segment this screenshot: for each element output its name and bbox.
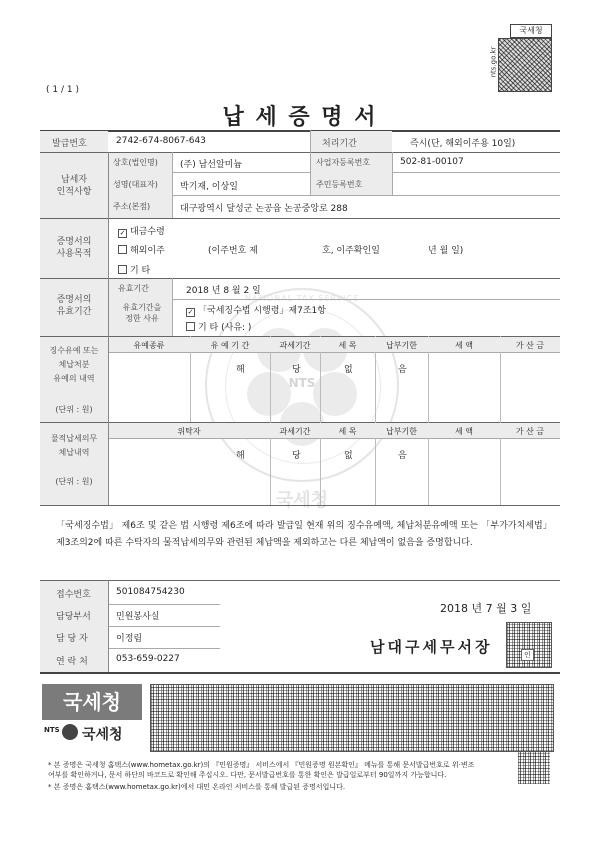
company-value: (주) 남선알미늄 [180, 160, 243, 170]
arrears-empty-2: 당 [292, 451, 301, 461]
arrears-header-trustor: 위탁자 [177, 427, 201, 436]
page-counter: ( 1 / 1 ) [46, 85, 79, 95]
purpose-other-checkbox[interactable] [118, 265, 127, 274]
watermark-emblem-text: NTS [288, 376, 316, 390]
representative-value: 박기재, 이상일 [180, 182, 238, 192]
qr-code [498, 38, 552, 92]
note-2: 여부를 확인하거나, 문서 하단의 바코드로 확인해 주십시오. 다만, 문서발급번호를 통한 확인은 발급일로부터 90일까지 가능합니다. [48, 771, 447, 779]
arrears-header-surcharge: 가 산 금 [515, 427, 545, 436]
qr-url: nts.go.kr [489, 46, 498, 78]
emigration-confirm-text: 호, 이주확인일 [322, 246, 380, 256]
nts-logo-small: 국세청 [82, 727, 123, 743]
validity-reason-statute[interactable]: ✓ 「국세징수법 시행령」제7조1항 [187, 306, 326, 316]
department-label: 담당부서 [56, 612, 91, 622]
corner-barcode [518, 752, 550, 784]
validity-reason-label: 유효기간을 정한 사유 [122, 303, 162, 323]
purpose-emigration-checkbox[interactable] [118, 245, 127, 254]
emigration-number-text: (이주번호 제 [208, 246, 258, 256]
issue-number-label: 발급번호 [52, 139, 87, 149]
watermark-korean: 국세청 [275, 490, 329, 511]
reason-other-checkbox[interactable] [186, 322, 195, 331]
watermark-ring-text: NATIONAL TAX SERVICE [244, 294, 360, 303]
resident-number-label: 주민등록번호 [316, 180, 363, 189]
arrears-empty-1: 해 [236, 451, 245, 461]
bizno-value: 502-81-00107 [400, 157, 464, 167]
phone-value: 053-659-0227 [116, 654, 180, 664]
address-value: 대구광역시 달성군 논공읍 논공중앙로 288 [180, 204, 348, 214]
official-seal: 인 [506, 622, 552, 668]
issue-date: 2018 년 7 월 3 일 [440, 602, 532, 615]
arrears-header-taxitem: 세 목 [338, 427, 357, 436]
reason-statute-checkbox[interactable]: ✓ [187, 308, 194, 316]
purpose-section-label: 증명서의 사용목적 [56, 237, 92, 259]
deferral-unit: (단위 : 원) [55, 405, 93, 414]
purpose-option-emigration[interactable]: 해외이주 [118, 243, 165, 256]
representative-label: 성명(대표자) [113, 180, 158, 189]
security-barcode [150, 684, 554, 752]
document-title: 납 세 증 명 서 [222, 105, 378, 130]
deferral-empty-2: 당 [292, 365, 301, 375]
purpose-option-other[interactable]: 기 타 [118, 263, 150, 276]
validity-section-label: 증명서의 유효기간 [56, 295, 92, 317]
deferral-header-taxperiod: 과세기간 [279, 341, 311, 350]
agency-tag: 국세청 [510, 24, 552, 38]
arrears-header-taxperiod: 과세기간 [279, 427, 311, 436]
emigration-date-text: 년 월 일) [428, 246, 464, 256]
address-label: 주소(본점) [113, 202, 151, 211]
arrears-empty-3: 없 [344, 451, 353, 461]
deferral-header-duedate: 납부기한 [386, 341, 417, 350]
processing-period-label: 처리기간 [322, 139, 357, 149]
certification-statement: 「국세징수법」 제6조 및 같은 법 시행령 제6조에 따라 발급일 현재 위의 징수유예액, 체납처분유예액 또는 「부가가치세법」 제3조의2에 따른 수탁자의 물적납세의무와 관련된 체납액을 제외하고는 다른 체납액이 없음을 증명합니다. [56, 521, 552, 548]
note-3: * 본 증명은 홈택스(www.hometax.go.kr)에서 대민 온라인 서비스를 통해 발급된 증명서입니다. [48, 783, 346, 791]
validity-reason-other[interactable]: 기 타 (사유: ) [186, 320, 251, 333]
watermark-emblem [205, 288, 399, 511]
receipt-label: 접수번호 [56, 590, 91, 600]
arrears-header-duedate: 납부기한 [386, 427, 417, 436]
bizno-label: 사업자등록번호 [316, 158, 371, 167]
deferral-empty-1: 해 [236, 365, 245, 375]
note-1: * 본 증명은 국세청 홈택스(www.hometax.go.kr)의 『민원증명』 서비스에서 『민원증명 원본확인』 메뉴를 통해 문서발급번호로 위·변조 [48, 761, 475, 769]
arrears-section-label: 물적납세의무 체납내역 [50, 434, 98, 457]
nts-logo-block [42, 684, 142, 750]
deferral-header-surcharge: 가 산 금 [515, 341, 545, 350]
deferral-header-type: 유예종류 [133, 341, 165, 350]
phone-label: 연 락 처 [56, 657, 88, 667]
nts-mark-icon [62, 724, 78, 740]
validity-period-value: 2018 년 8 월 2 일 [186, 286, 261, 296]
officer-value: 이정림 [116, 634, 143, 644]
issuing-office: 남대구세무서장 [370, 638, 493, 656]
validity-period-label: 유효기간 [118, 284, 149, 293]
arrears-empty-4: 음 [398, 451, 407, 461]
taxpayer-section-label: 납세자 인적사항 [56, 175, 92, 197]
purpose-payment-checkbox[interactable]: ✓ [119, 229, 126, 237]
deferral-empty-3: 없 [344, 365, 353, 375]
processing-period-value: 즉시(단, 해외이주용 10일) [410, 139, 516, 149]
officer-label: 담 당 자 [56, 634, 88, 644]
purpose-option-payment[interactable]: ✓ 대금수령 [119, 227, 165, 237]
nts-abbrev: NTS [44, 726, 60, 734]
deferral-header-period: 유 예 기 간 [210, 341, 250, 350]
deferral-header-taxitem: 세 목 [338, 341, 357, 350]
issue-number-value: 2742-674-8067-643 [116, 136, 206, 146]
company-label: 상호(법인명) [113, 158, 158, 167]
department-value: 민원봉사실 [116, 612, 160, 622]
deferral-empty-4: 음 [398, 365, 407, 375]
receipt-value: 501084754230 [116, 587, 185, 597]
deferral-section-label: 징수유예 또는 체납처분 유예의 내역 [49, 346, 99, 383]
arrears-unit: (단위 : 원) [55, 477, 93, 486]
nts-logo-big: 국세청 [42, 684, 142, 720]
deferral-header-amount: 세 액 [455, 341, 473, 350]
arrears-header-amount: 세 액 [455, 427, 473, 436]
